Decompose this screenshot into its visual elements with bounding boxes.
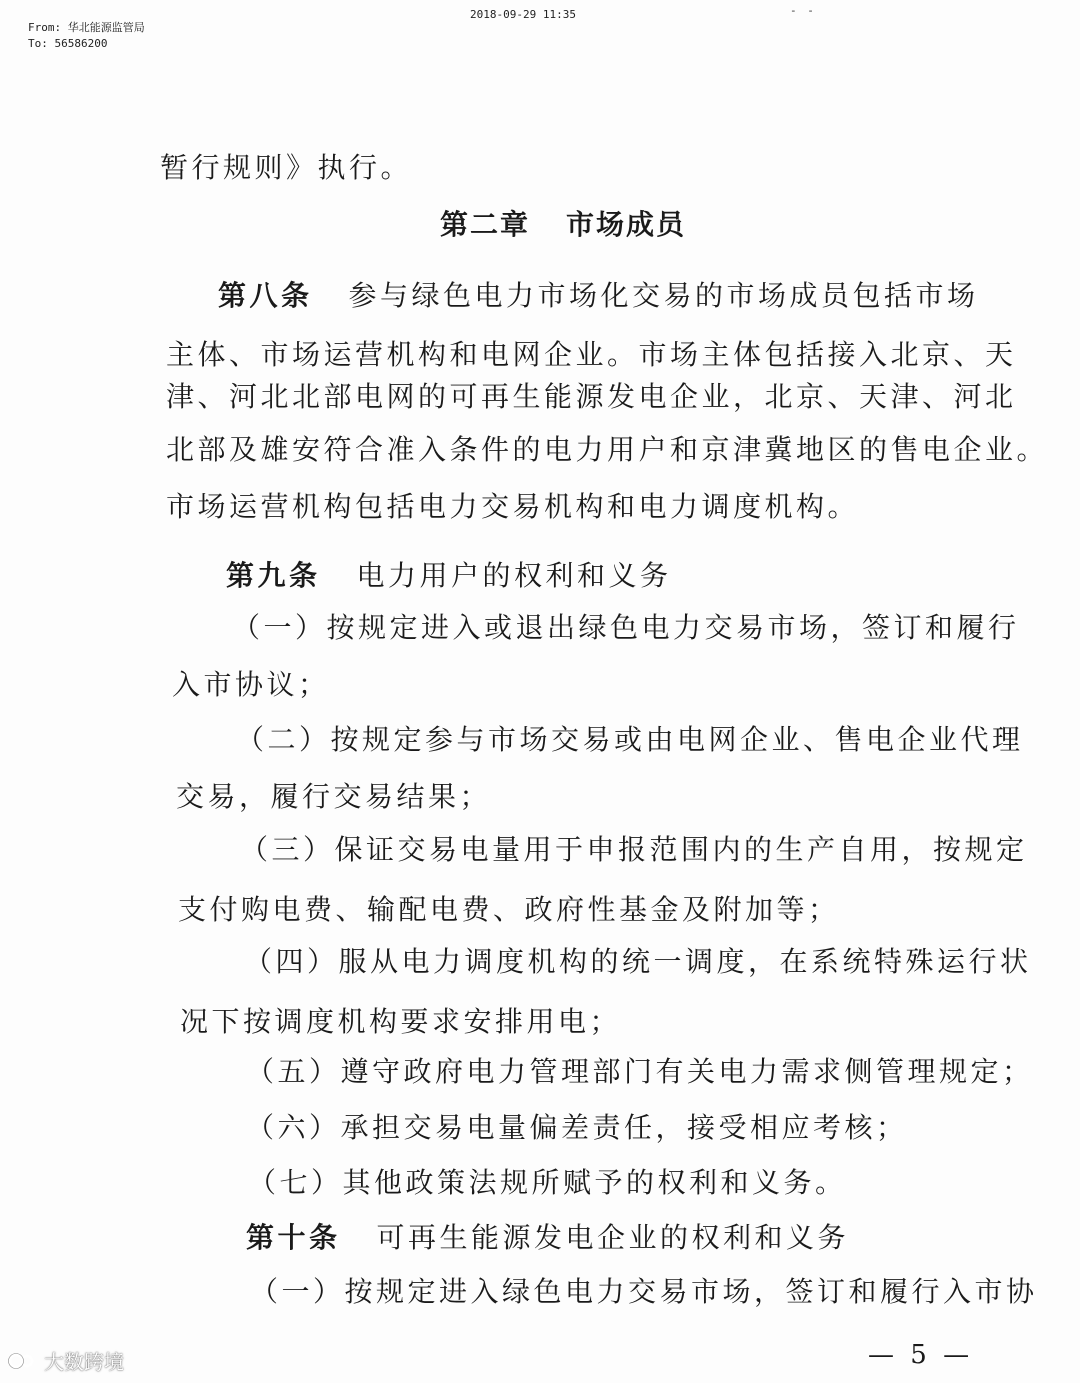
fax-header bbox=[28, 20, 145, 52]
watermark-logo-icon bbox=[8, 1350, 38, 1372]
article8-label: 第八条 bbox=[218, 279, 313, 312]
fax-timestamp: 2018-09-29 11:35 bbox=[470, 8, 576, 21]
watermark-text: 大数跨境 bbox=[44, 1350, 124, 1374]
article9-item-3-cont: 支付购电费、输配电费、政府性基金及附加等； bbox=[178, 893, 840, 926]
chapter-heading bbox=[440, 203, 686, 243]
article9-item-2: （二）按规定参与市场交易或由电网企业、售电企业代理 bbox=[236, 723, 1024, 756]
article10-heading-line bbox=[246, 1218, 849, 1258]
article8-line-2: 主体、市场运营机构和电网企业。市场主体包括接入北京、天 bbox=[166, 338, 1017, 371]
article8-text: 参与绿色电力市场化交易的市场成员包括市场 bbox=[348, 279, 979, 312]
article9-heading-line bbox=[226, 556, 672, 596]
article9-item-5: （五）遵守政府电力管理部门有关电力需求侧管理规定； bbox=[246, 1055, 1034, 1088]
fax-from-label: From: bbox=[28, 21, 62, 34]
article8-line-5: 市场运营机构包括电力交易机构和电力调度机构。 bbox=[166, 490, 860, 523]
watermark bbox=[8, 1346, 124, 1375]
article10-label: 第十条 bbox=[246, 1221, 341, 1254]
article9-item-1-cont: 入市协议； bbox=[172, 668, 330, 701]
article9-item-1: （一）按规定进入或退出绿色电力交易市场，签订和履行 bbox=[232, 611, 1020, 644]
article9-heading: 电力用户的权利和义务 bbox=[356, 559, 672, 592]
article8-line-3: 津、河北北部电网的可再生能源发电企业，北京、天津、河北 bbox=[166, 380, 1017, 413]
article8-line-4: 北部及雄安符合准入条件的电力用户和京津冀地区的售电企业。 bbox=[166, 433, 1049, 466]
fax-from-value: 华北能源监管局 bbox=[67, 21, 145, 34]
article9-item-4-cont: 况下按调度机构要求安排用电； bbox=[180, 1005, 622, 1038]
fax-mark: - - bbox=[790, 4, 816, 17]
article8-first-line bbox=[218, 276, 979, 316]
article9-item-6: （六）承担交易电量偏差责任，接受相应考核； bbox=[246, 1111, 908, 1144]
continuation-line: 暂行规则》执行。 bbox=[160, 151, 413, 184]
article9-item-3: （三）保证交易电量用于申报范围内的生产自用，按规定 bbox=[240, 833, 1028, 866]
fax-to-label: To: bbox=[28, 37, 48, 50]
chapter-title: 市场成员 bbox=[566, 208, 687, 241]
article9-label: 第九条 bbox=[226, 559, 321, 592]
chapter-number: 第二章 bbox=[440, 208, 531, 241]
article10-heading: 可再生能源发电企业的权利和义务 bbox=[376, 1221, 850, 1254]
page-number: — 5 — bbox=[868, 1340, 974, 1370]
article9-item-2-cont: 交易，履行交易结果； bbox=[176, 780, 492, 813]
article10-item-1: （一）按规定进入绿色电力交易市场，签订和履行入市协 bbox=[250, 1275, 1038, 1308]
article9-item-4: （四）服从电力调度机构的统一调度，在系统特殊运行状 bbox=[244, 945, 1032, 978]
fax-from-row bbox=[28, 20, 145, 36]
fax-to-row bbox=[28, 36, 145, 52]
fax-to-value: 56586200 bbox=[54, 37, 108, 50]
article9-item-7: （七）其他政策法规所赋予的权利和义务。 bbox=[248, 1166, 847, 1199]
